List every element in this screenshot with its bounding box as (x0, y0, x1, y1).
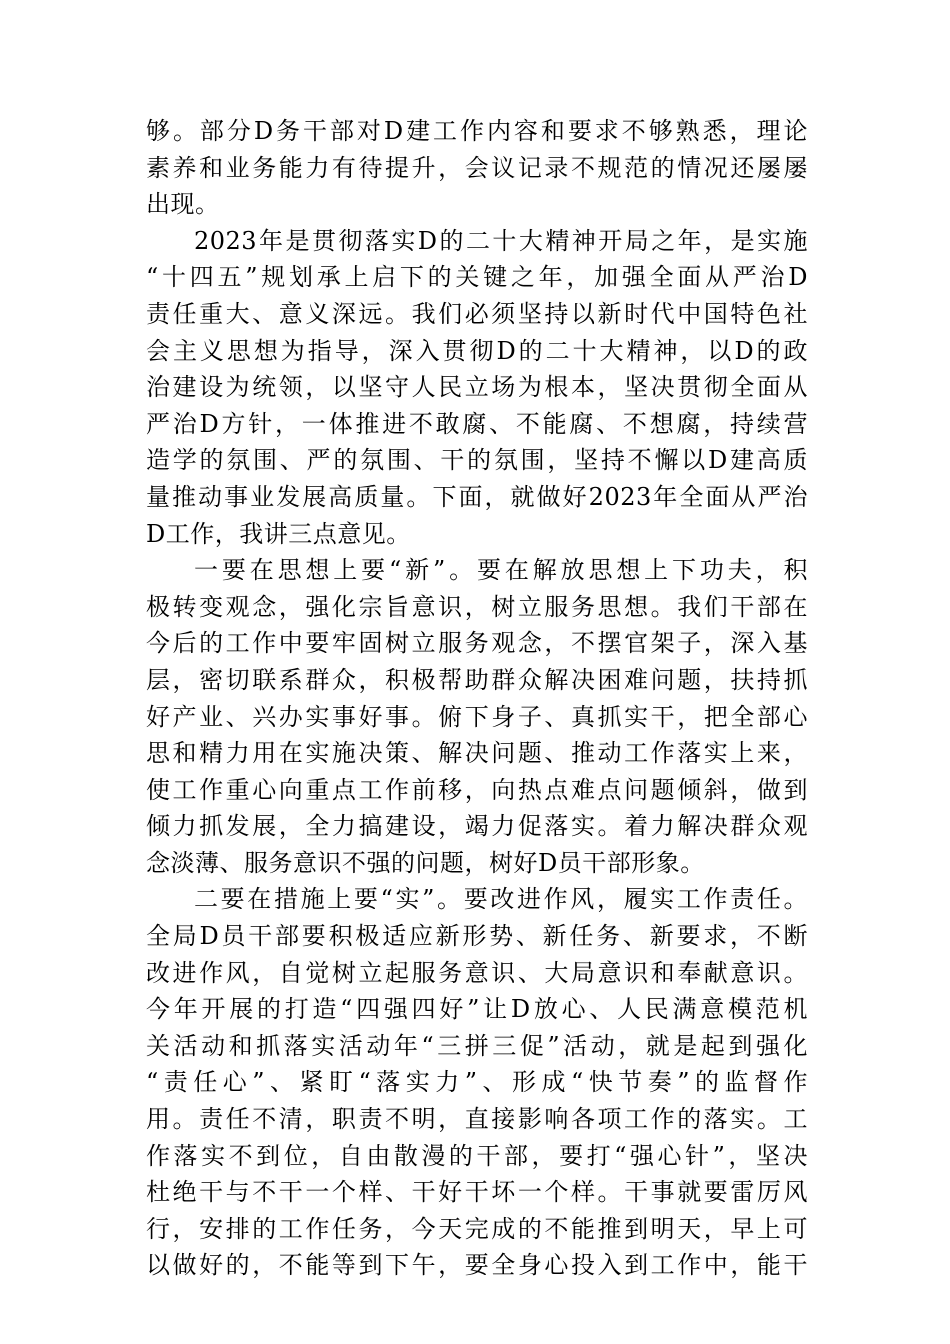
text-line: 极转变观念，强化宗旨意识，树立服务思想。我们干部在 (146, 592, 808, 621)
text-line: 今年开展的打造“四强四好”让D放心、人民满意模范机 (146, 995, 808, 1024)
text-line: 行，安排的工作任务，今天完成的不能推到明天，早上可 (146, 1214, 808, 1243)
text-line: 层，密切联系群众，积极帮助群众解决困难问题，扶持抓 (146, 665, 808, 694)
text-line: 用。责任不清，职责不明，直接影响各项工作的落实。工 (146, 1105, 808, 1134)
text-line: 关活动和抓落实活动年“三拼三促”活动，就是起到强化 (146, 1031, 808, 1060)
paragraph-point-one (146, 552, 808, 881)
text-line: 思和精力用在实施决策、解决问题、推动工作落实上来， (146, 739, 808, 768)
document-body (146, 113, 808, 1284)
paragraph-continuation (146, 113, 808, 223)
text-line: 够。部分D务干部对D建工作内容和要求不够熟悉，理论 (146, 117, 808, 145)
text-line: 好产业、兴办实事好事。俯下身子、真抓实干，把全部心 (146, 702, 808, 731)
text-line: 念淡薄、服务意识不强的问题，树好D员干部形象。 (146, 848, 705, 877)
text-line: 全局D员干部要积极适应新形势、新任务、新要求，不断 (146, 922, 808, 951)
text-line: 责任重大、意义深远。我们必须坚持以新时代中国特色社 (146, 299, 808, 328)
paragraph-point-two (146, 881, 808, 1284)
text-line: 量推动事业发展高质量。下面，就做好2023年全面从严治 (146, 482, 808, 511)
text-line: 改进作风，自觉树立起服务意识、大局意识和奉献意识。 (146, 958, 808, 987)
text-line: 作落实不到位，自由散漫的干部，要打“强心针”，坚决 (146, 1141, 808, 1170)
paragraph-2023-overview (146, 223, 808, 552)
text-line: 使工作重心向重点工作前移，向热点难点问题倾斜，做到 (146, 775, 808, 804)
text-line: 严治D方针，一体推进不敢腐、不能腐、不想腐，持续营 (146, 409, 808, 438)
text-line: “责任心”、紧盯“落实力”、形成“快节奏”的监督作 (146, 1068, 808, 1097)
text-line: 治建设为统领，以坚守人民立场为根本，坚决贯彻全面从 (146, 373, 808, 402)
text-line: 造学的氛围、严的氛围、干的氛围，坚持不懈以D建高质 (146, 446, 808, 475)
text-line: 2023年是贯彻落实D的二十大精神开局之年，是实施 (194, 226, 808, 255)
text-line: 以做好的，不能等到下午，要全身心投入到工作中，能干 (146, 1251, 808, 1280)
text-line: 今后的工作中要牢固树立服务观念，不摆官架子，深入基 (146, 629, 808, 658)
text-line: 二要在措施上要“实”。要改进作风，履实工作责任。 (194, 885, 808, 914)
text-line: 一要在思想上要“新”。要在解放思想上下功夫，积 (194, 556, 808, 585)
text-line: 素养和业务能力有待提升，会议记录不规范的情况还屡屡 (146, 153, 808, 182)
text-line: 杜绝干与不干一个样、干好干坏一个样。干事就要雷厉风 (146, 1178, 808, 1207)
text-line: 倾力抓发展，全力搞建设，竭力促落实。着力解决群众观 (146, 812, 808, 841)
text-line: 出现。 (146, 190, 220, 219)
text-line: 会主义思想为指导，深入贯彻D的二十大精神，以D的政 (146, 336, 808, 365)
text-line: “十四五”规划承上启下的关键之年，加强全面从严治D (146, 263, 808, 292)
text-line: D工作，我讲三点意见。 (146, 519, 411, 548)
